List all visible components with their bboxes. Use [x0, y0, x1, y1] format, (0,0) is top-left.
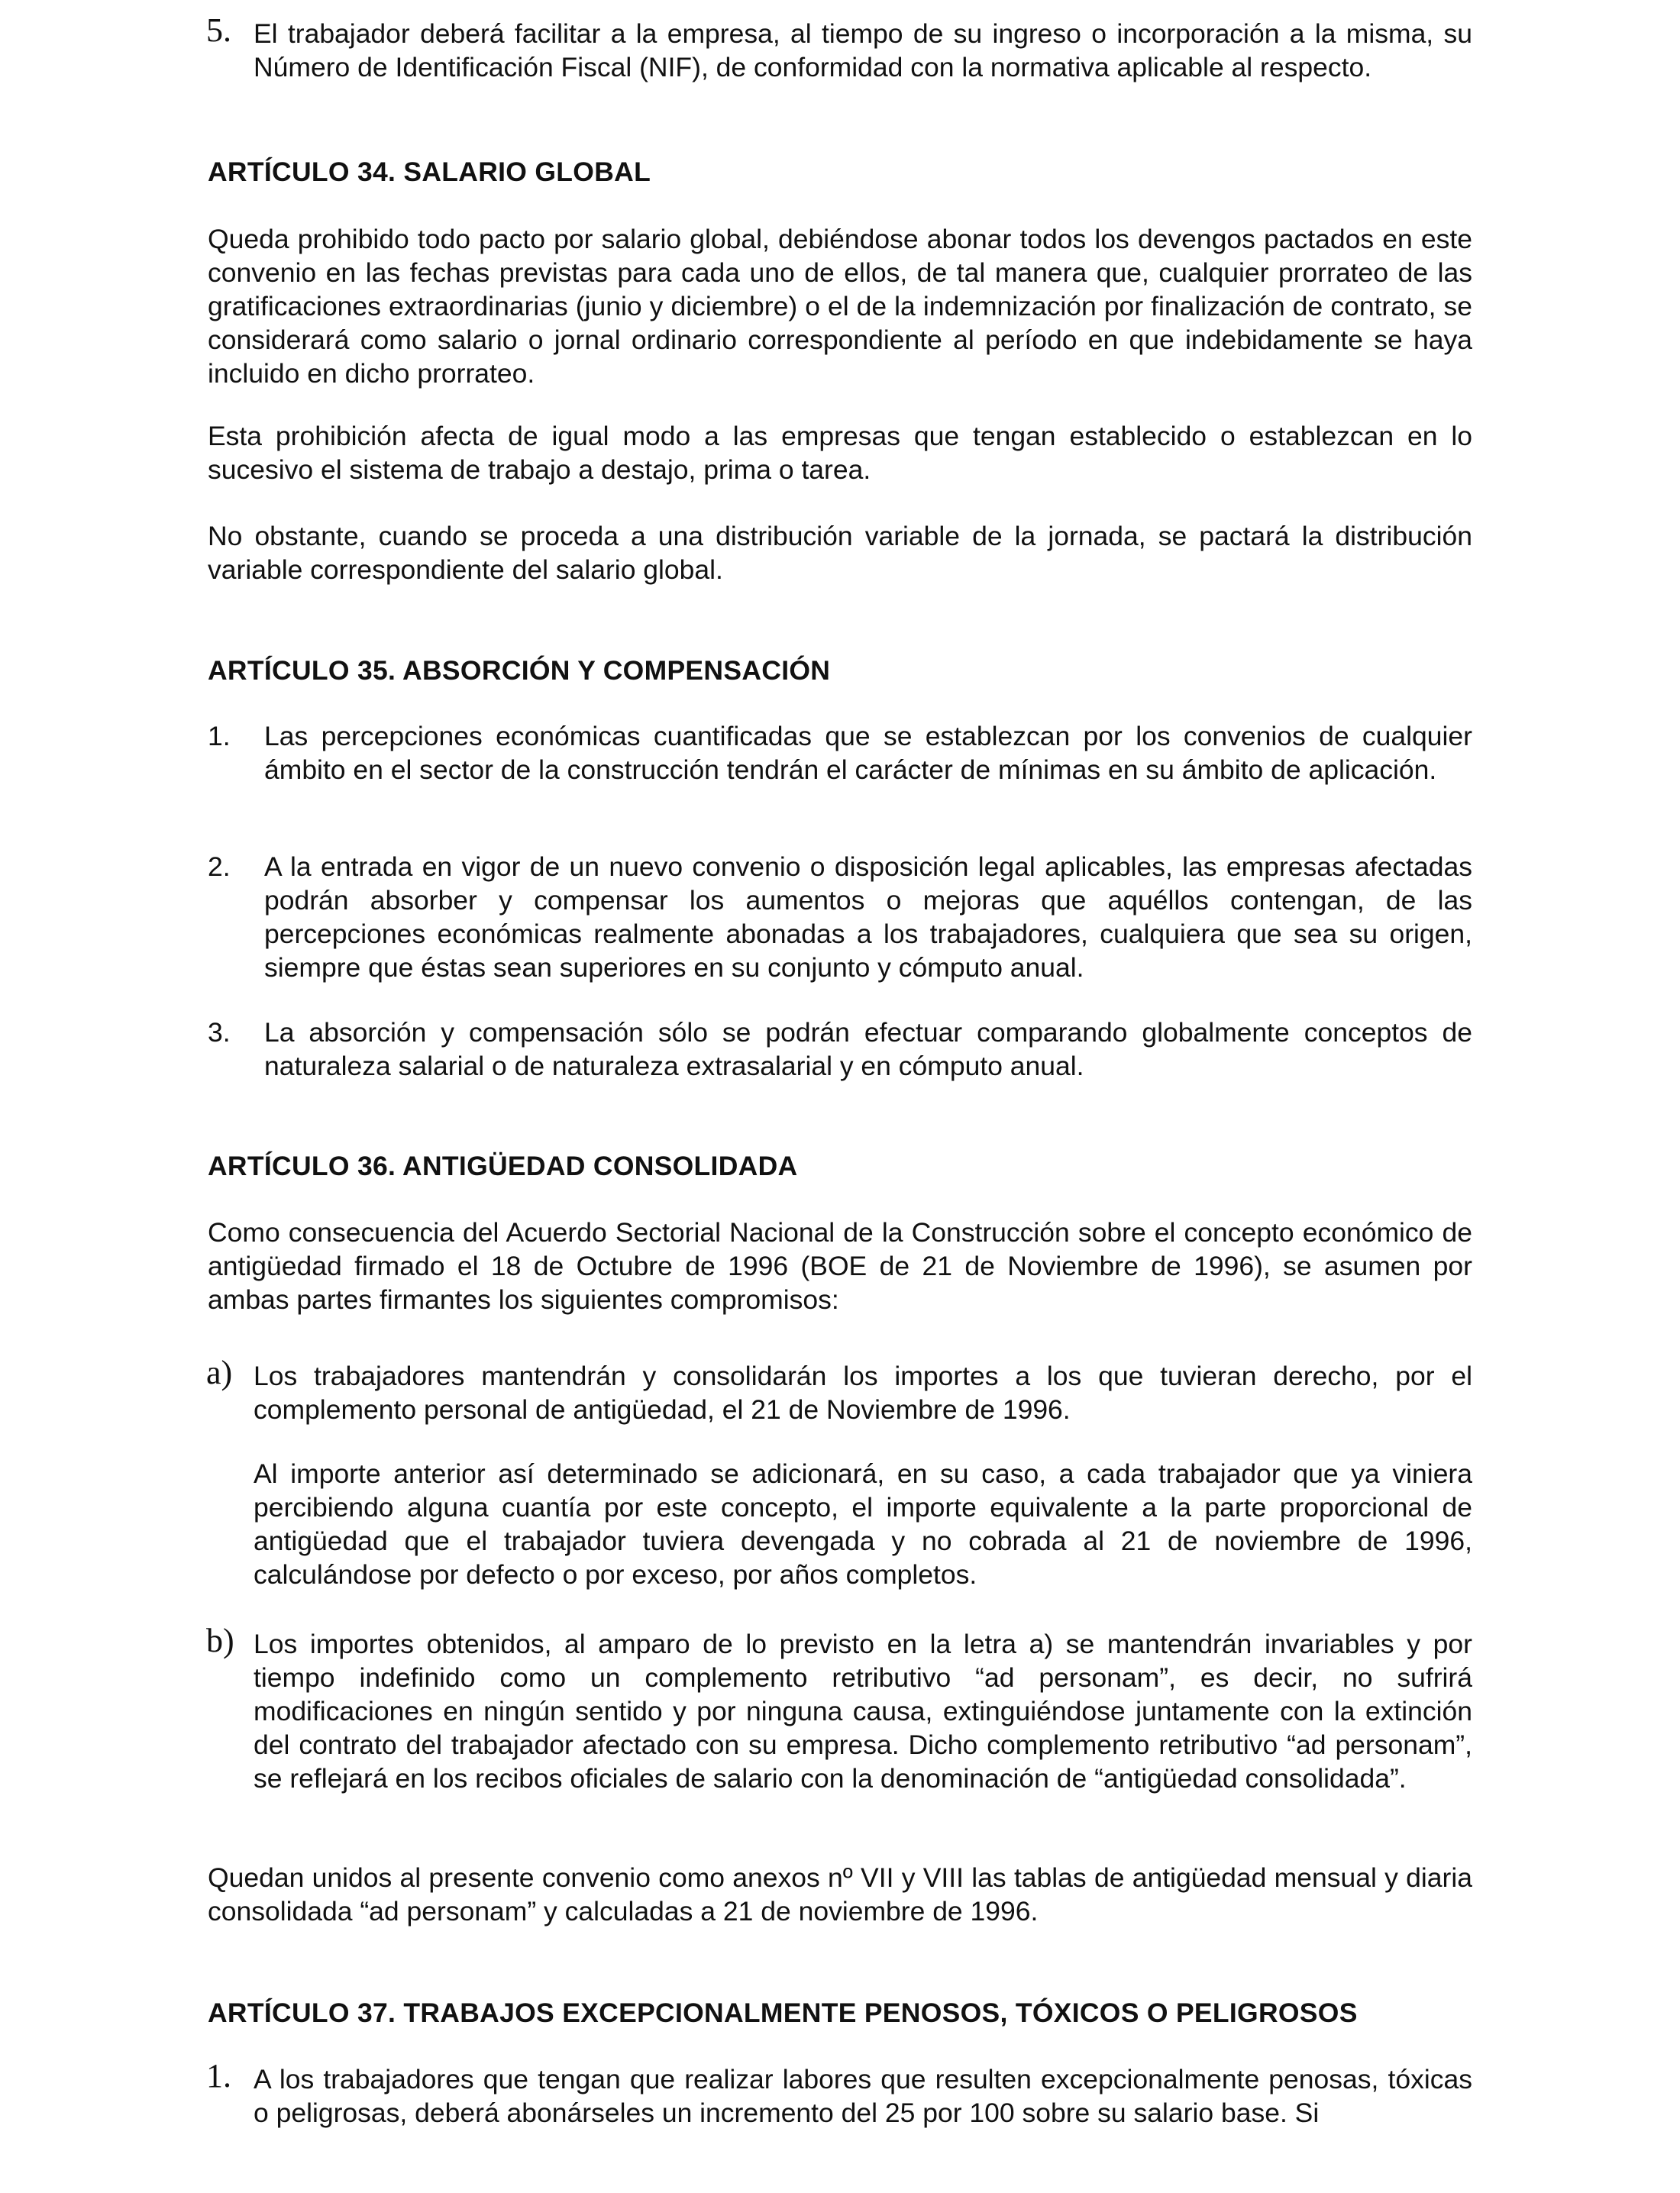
article-35-heading: ARTÍCULO 35. ABSORCIÓN Y COMPENSACIÓN	[208, 655, 831, 686]
article-36-item-a	[206, 1354, 1472, 1591]
list-item-text: Los importes obtenidos, al amparo de lo previsto en la letra a) se mantendrán invariables y por tiempo indefinido como un complemento retributivo “ad personam”, es decir, no sufrirá modificaciones en ningún sentido y por ninguna causa, extinguiéndose juntamente con la extinción del contrato del trabajador afectado con su empresa. Dicho complemento retributivo “ad personam”, se reflejará en los recibos oficiales de salario con la denominación de “antigüedad consolidada”.	[254, 1629, 1472, 1794]
list-item-text: La absorción y compensación sólo se podrán efectuar comparando globalmente conceptos de naturaleza salarial o de naturaleza extrasalarial y en cómputo anual.	[264, 1017, 1472, 1081]
list-marker: b)	[206, 1622, 234, 1659]
list-item-text: Los trabajadores mantendrán y consolidarán los importes a los que tuvieran derecho, por el complemento personal de antigüedad, el 21 de Noviembre de 1996.	[254, 1361, 1472, 1425]
list-item-text: A los trabajadores que tengan que realizar labores que resulten excepcionalmente penosas, tóxicas o peligrosas, deberá abonárseles un incremento del 25 por 100 sobre su salario base. Si	[254, 2064, 1472, 2128]
list-item-text: A la entrada en vigor de un nuevo convenio o disposición legal aplicables, las empresas afectadas podrán absorber y compensar los aumentos o mejoras que aquéllos contengan, de las percepciones económicas realmente abonadas a los trabajadores, cualquiera que sea su origen, siempre que éstas sean superiores en su conjunto y cómputo anual.	[264, 851, 1472, 983]
list-item-text: Las percepciones económicas cuantificadas que se establezcan por los convenios de cualquier ámbito en el sector de la construcción tendrán el carácter de mínimas en su ámbito de aplicación.	[264, 721, 1472, 785]
article-37-item-1	[206, 2057, 1472, 2130]
list-marker: 5.	[206, 11, 231, 49]
article-34-paragraph-3: No obstante, cuando se proceda a una distribución variable de la jornada, se pactará la distribución variable correspondiente del salario global.	[208, 521, 1472, 585]
article-36-item-b	[206, 1622, 1472, 1795]
list-item-text-continued: Al importe anterior así determinado se adicionará, en su caso, a cada trabajador que ya viniera percibiendo alguna cuantía por este concepto, el importe equivalente a la parte proporcional de antigüedad que el trabajador tuviera devengada y no cobrada al 21 de noviembre de 1996, calculándose por defecto o por exceso, por años completos.	[254, 1458, 1472, 1590]
list-marker: 2.	[208, 851, 231, 882]
article-34-paragraph-2: Esta prohibición afecta de igual modo a las empresas que tengan establecido o establezcan en lo sucesivo el sistema de trabajo a destajo, prima o tarea.	[208, 421, 1472, 485]
article-36-intro: Como consecuencia del Acuerdo Sectorial Nacional de la Construcción sobre el concepto económico de antigüedad firmado el 18 de Octubre de 1996 (BOE de 21 de Noviembre de 1996), se asumen por ambas partes firmantes los siguientes compromisos:	[208, 1217, 1472, 1315]
list-marker: a)	[206, 1354, 233, 1391]
list-item-5	[206, 11, 1472, 84]
list-marker: 1.	[206, 2057, 231, 2094]
article-36-closing: Quedan unidos al presente convenio como anexos nº VII y VIII las tablas de antigüedad mensual y diaria consolidada “ad personam” y calculadas a 21 de noviembre de 1996.	[208, 1862, 1472, 1927]
list-item-text: El trabajador deberá facilitar a la empresa, al tiempo de su ingreso o incorporación a la misma, su Número de Identificación Fiscal (NIF), de conformidad con la normativa aplicable al respecto.	[254, 18, 1472, 82]
article-35-item-2	[208, 850, 1472, 984]
article-36-heading: ARTÍCULO 36. ANTIGÜEDAD CONSOLIDADA	[208, 1151, 798, 1181]
list-marker: 3.	[208, 1017, 231, 1048]
list-marker: 1.	[208, 721, 231, 751]
article-37-heading: ARTÍCULO 37. TRABAJOS EXCEPCIONALMENTE PENOSOS, TÓXICOS O PELIGROSOS	[208, 1998, 1358, 2028]
article-34-heading: ARTÍCULO 34. SALARIO GLOBAL	[208, 157, 651, 187]
article-35-item-3	[208, 1016, 1472, 1083]
article-34-paragraph-1: Queda prohibido todo pacto por salario global, debiéndose abonar todos los devengos pactados en este convenio en las fechas previstas para cada uno de ellos, de tal manera que, cualquier prorrateo de las gratificaciones extraordinarias (junio y diciembre) o el de la indemnización por finalización de contrato, se considerará como salario o jornal ordinario correspondiente al período en que indebidamente se haya incluido en dicho prorrateo.	[208, 224, 1472, 389]
article-35-item-1	[208, 719, 1472, 786]
